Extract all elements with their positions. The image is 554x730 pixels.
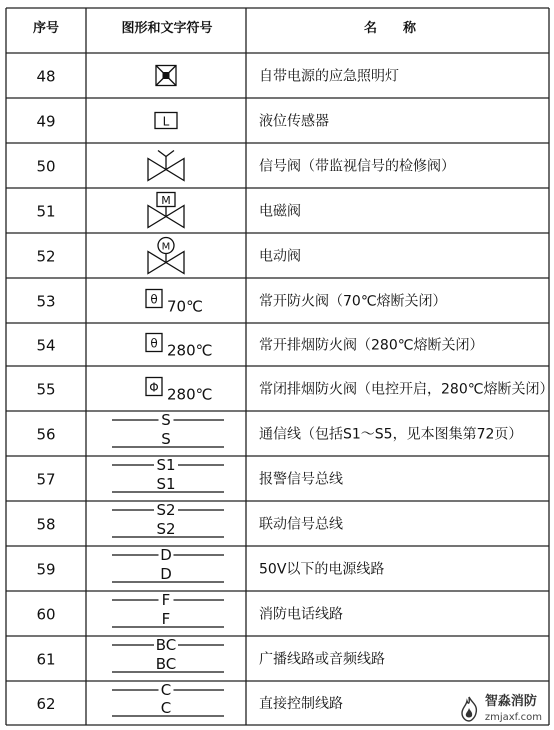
svg-text:θ: θ <box>150 292 158 307</box>
row-number: 61 <box>36 650 56 669</box>
wiring-line-symbol-icon <box>112 411 224 448</box>
table-row <box>36 411 522 448</box>
wiring-line-symbol-icon <box>112 636 224 673</box>
row-number: 51 <box>36 202 56 221</box>
svg-text:BC: BC <box>155 636 177 654</box>
table-row <box>36 636 385 673</box>
svg-text:BC: BC <box>155 655 177 673</box>
svg-text:M: M <box>161 241 171 253</box>
row-number: 60 <box>36 605 56 624</box>
row-number: 58 <box>36 515 56 534</box>
table-row <box>36 681 343 717</box>
wiring-line-symbol-icon <box>112 456 224 493</box>
wiring-line-symbol-icon <box>112 501 224 538</box>
watermark <box>458 693 542 724</box>
svg-text:C: C <box>160 681 172 699</box>
svg-text:S: S <box>161 411 171 429</box>
row-number: 49 <box>36 112 56 131</box>
table-row <box>36 378 553 404</box>
table-row <box>36 456 343 493</box>
svg-text:C: C <box>160 699 172 717</box>
table-row <box>36 501 343 538</box>
table-header <box>33 20 417 36</box>
svg-text:Φ: Φ <box>149 380 159 395</box>
svg-text:S1: S1 <box>156 475 176 493</box>
row-number: 62 <box>36 695 56 713</box>
row-name: 电磁阀 <box>259 203 301 220</box>
row-number: 59 <box>36 560 56 579</box>
svg-text:280℃: 280℃ <box>167 385 213 404</box>
row-number: 56 <box>36 425 56 444</box>
table-row <box>36 290 446 316</box>
svg-text:S2: S2 <box>156 501 176 519</box>
table-body <box>36 66 553 718</box>
svg-text:S1: S1 <box>156 456 176 474</box>
row-number: 57 <box>36 470 56 489</box>
svg-text:D: D <box>160 565 172 583</box>
row-number: 48 <box>36 67 56 86</box>
svg-text:D: D <box>160 546 172 564</box>
svg-text:S: S <box>161 430 171 448</box>
watermark-name: 智淼消防 <box>484 694 537 709</box>
row-name: 信号阀（带监视信号的检修阀） <box>259 158 455 175</box>
row-name: 液位传感器 <box>259 113 329 130</box>
flame-logo-icon <box>458 696 480 722</box>
row-name: 消防电话线路 <box>259 606 343 623</box>
svg-text:M: M <box>161 194 171 207</box>
watermark-url: zmjaxf.com <box>484 712 542 723</box>
svg-text:S2: S2 <box>156 520 176 538</box>
svg-text:F: F <box>161 610 171 628</box>
row-name: 报警信号总线 <box>259 471 343 488</box>
row-number: 53 <box>36 292 56 311</box>
row-name: 常开防火阀（70℃熔断关闭） <box>259 293 447 310</box>
emergency-light-symbol-icon <box>156 66 176 86</box>
row-number: 55 <box>36 380 56 399</box>
row-name: 直接控制线路 <box>259 696 343 712</box>
solenoid-valve-symbol-icon <box>148 193 184 228</box>
row-name: 常开排烟防火阀（280℃熔断关闭） <box>259 337 484 354</box>
motorized-valve-symbol-icon <box>148 238 184 274</box>
table-row <box>36 334 483 360</box>
wiring-line-symbol-icon <box>112 591 224 628</box>
svg-text:70℃: 70℃ <box>167 297 203 316</box>
fire-damper-symbol-icon <box>146 334 212 360</box>
row-name: 广播线路或音频线路 <box>259 651 385 668</box>
svg-text:L: L <box>162 114 170 129</box>
svg-text:F: F <box>161 591 171 609</box>
row-name: 50V以下的电源线路 <box>259 561 385 578</box>
row-name: 联动信号总线 <box>259 516 343 533</box>
table-row <box>36 66 399 86</box>
header-number: 序号 <box>32 21 60 36</box>
row-name: 电动阀 <box>259 248 301 265</box>
wiring-line-symbol-icon <box>112 681 224 717</box>
table-row <box>36 113 329 131</box>
row-name: 常闭排烟防火阀（电控开启，280℃熔断关闭） <box>259 381 554 398</box>
level-sensor-symbol-icon <box>155 113 177 129</box>
fire-damper-symbol-icon <box>146 290 203 316</box>
table-row <box>36 238 301 274</box>
signal-valve-symbol-icon <box>148 151 184 181</box>
table-row <box>36 193 301 228</box>
row-number: 52 <box>36 247 56 266</box>
svg-text:280℃: 280℃ <box>167 341 213 360</box>
table-row <box>36 591 343 628</box>
row-name: 自带电源的应急照明灯 <box>259 68 399 85</box>
row-number: 54 <box>36 336 56 355</box>
header-name: 名 称 <box>363 21 417 36</box>
header-symbol: 图形和文字符号 <box>121 21 213 36</box>
svg-text:θ: θ <box>150 336 158 351</box>
row-name: 通信线（包括S1～S5，见本图集第72页） <box>259 426 523 443</box>
table-row <box>36 546 384 583</box>
row-number: 50 <box>36 157 56 176</box>
fire-damper-symbol-icon <box>146 378 212 404</box>
wiring-line-symbol-icon <box>112 546 224 583</box>
